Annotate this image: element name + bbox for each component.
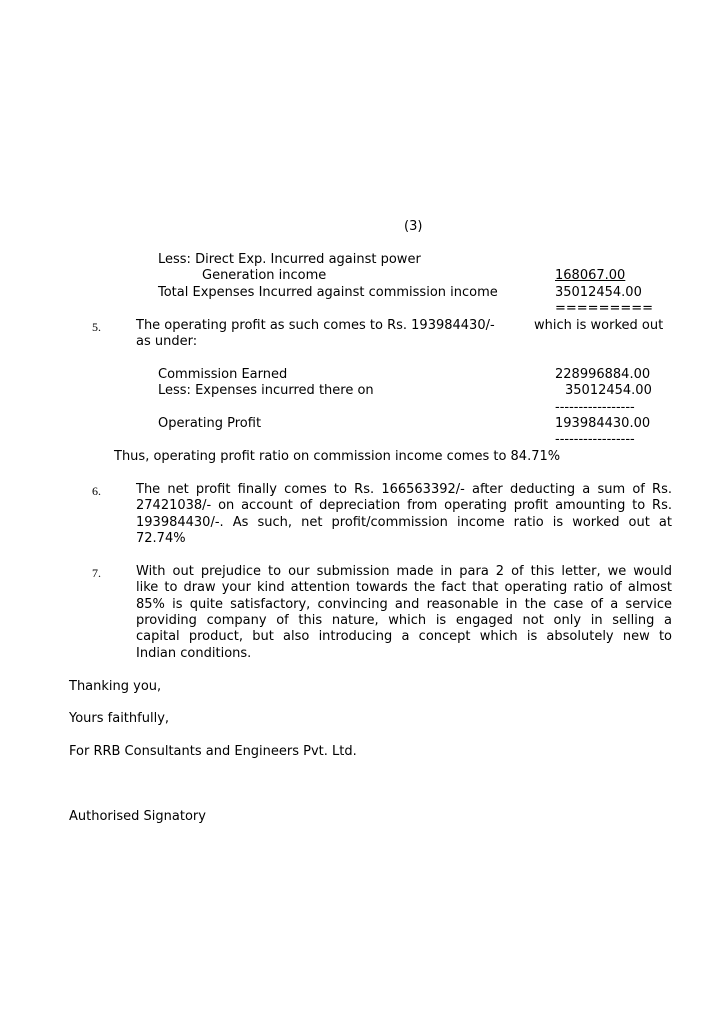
para-7-line: like to draw your kind attention towards the fact that operating ratio of almost: [136, 580, 672, 595]
page-number: (3): [404, 219, 423, 234]
less-direct-label-line1: Less: Direct Exp. Incurred against power: [158, 252, 421, 267]
dashed-rule-2: -----------------: [555, 432, 635, 447]
para-5-number: 5.: [92, 320, 101, 334]
less-direct-amount: 168067.00: [555, 268, 626, 283]
total-expenses-label: Total Expenses Incurred against commission income: [158, 285, 498, 300]
commission-earned-label: Commission Earned: [158, 367, 288, 382]
commission-earned-amount: 228996884.00: [555, 367, 651, 382]
para-6-line: 193984430/-. As such, net profit/commission income ratio is worked out at: [136, 515, 672, 530]
para-7-line: capital product, but also introducing a concept which is absolutely new to: [136, 629, 672, 644]
para-7-number: 7.: [92, 566, 101, 580]
operating-ratio-conclusion: Thus, operating profit ratio on commission income comes to 84.71%: [114, 449, 561, 464]
less-expenses-amount: 35012454.00: [565, 383, 652, 398]
less-direct-label-line2: Generation income: [202, 268, 327, 283]
para-7-line: Indian conditions.: [136, 646, 252, 661]
company-name: For RRB Consultants and Engineers Pvt. Ltd.: [69, 744, 357, 759]
double-rule: =========: [555, 301, 654, 316]
para-7-line: providing company of this nature, which is engaged not only in selling a: [136, 613, 672, 628]
para-6-number: 6.: [92, 484, 101, 498]
para-6-line: 27421038/- on account of depreciation from operating profit amounting to Rs.: [136, 498, 672, 513]
para-7-line: 85% is quite satisfactory, convincing and reasonable in the case of a service: [136, 597, 672, 612]
dashed-rule-1: -----------------: [555, 400, 635, 415]
para-5-line1-right: which is worked out: [534, 318, 664, 333]
para-5-line1-left: The operating profit as such comes to Rs. 193984430/-: [136, 318, 495, 333]
operating-profit-amount: 193984430.00: [555, 416, 651, 431]
operating-profit-label: Operating Profit: [158, 416, 262, 431]
thanking-you: Thanking you,: [69, 679, 162, 694]
yours-faithfully: Yours faithfully,: [69, 711, 170, 726]
para-6-line: The net profit finally comes to Rs. 166563392/- after deducting a sum of Rs.: [136, 482, 672, 497]
para-5-line2: as under:: [136, 334, 198, 349]
para-6-line: 72.74%: [136, 531, 186, 546]
authorised-signatory: Authorised Signatory: [69, 809, 206, 824]
para-7-line: With out prejudice to our submission made in para 2 of this letter, we would: [136, 564, 672, 579]
less-expenses-label: Less: Expenses incurred there on: [158, 383, 374, 398]
total-expenses-amount: 35012454.00: [555, 285, 642, 300]
